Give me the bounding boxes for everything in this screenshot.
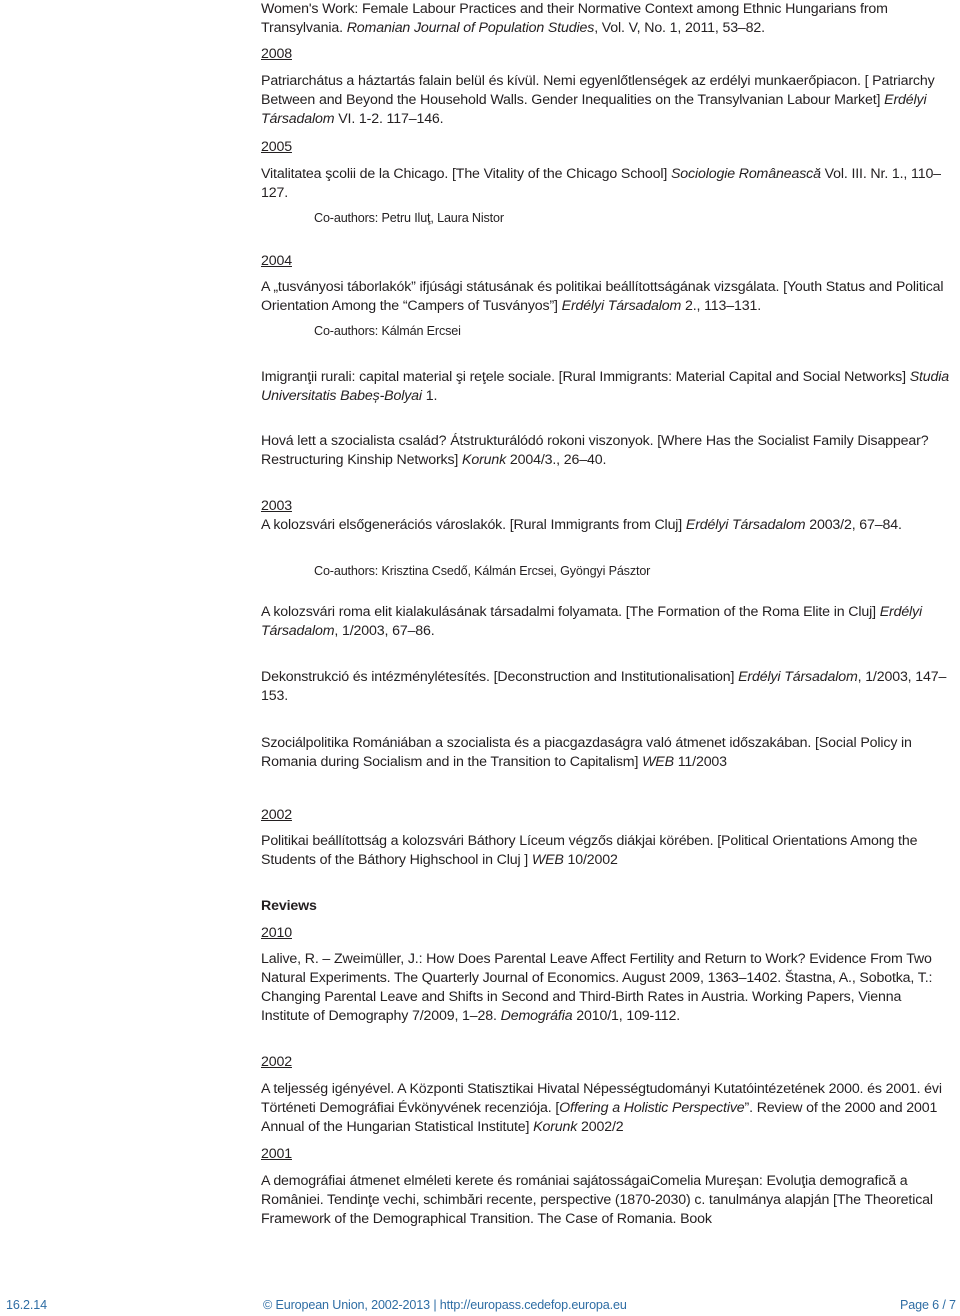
review-parental-leave: Lalive, R. – Zweimüller, J.: How Does Parental Leave Affect Fertility and Return to Work? Evidence From Two Natural Experiments. The Quarterly Journal of Economics. August 2009, 1363–1402. Štastna, A., Sobotka, T.: Changing Parental Leave and Shifts in Second and Third-Birth Rates in Austria. Working Papers, Vienna Institute of Demography 7/2009, 1–28. Demográfia 2010/1, 109-112. — [261, 951, 933, 1024]
entry-womens-work: Women's Work: Female Labour Practices and their Normative Context among Ethnic Hungarians from Transylvania. Romanian Journal of Population Studies, Vol. V, No. 1, 2011, 53–82. — [261, 1, 888, 36]
year-2002: 2002 — [261, 807, 292, 823]
footer-date: 16.2.14 — [6, 1298, 47, 1312]
footer-copyright-link[interactable]: © European Union, 2002-2013 | http://europass.cedefop.europa.eu — [263, 1298, 627, 1312]
review-teljesseg: A teljesség igényével. A Központi Statisztikai Hivatal Népességtudományi Kutatóintézetének 2000. és 2001. évi Történeti Demográfiai Évkönyvének recenziója. [Offering a Holistic Perspective”. Review of the 2000 and 2001 Annual of the Hungarian Statistical Institute] Korunk 2002/2 — [261, 1081, 942, 1135]
entry-szocialpolitika: Szociálpolitika Romániában a szocialista és a piacgazdaságra való átmenet időszakában. [Social Policy in Romania during Socialism and in the Transition to Capitalism] WEB 11/2003 — [261, 735, 912, 770]
reviews-heading: Reviews — [261, 898, 317, 914]
entry-tusvanyos: A „tusványosi táborlakók” ifjúsági státusának és politikai beállítottságának vizsgálata. [Youth Status and Political Orientation Among the “Campers of Tusványos”] Erdélyi Társadalom 2., 113–131. — [261, 279, 944, 314]
year-2008: 2008 — [261, 46, 292, 62]
reviews-year-2010: 2010 — [261, 925, 292, 941]
entry-vitalitatea: Vitalitatea şcolii de la Chicago. [The Vitality of the Chicago School] Sociologie Românească Vol. III. Nr. 1., 110–127. — [261, 166, 941, 201]
entry-politikai-beallitottsag: Politikai beállítottság a kolozsvári Báthory Líceum végzős diákjai körében. [Political Orientations Among the Students of the Báthory Highschool in Cluj ] WEB 10/2002 — [261, 833, 918, 868]
year-2005: 2005 — [261, 139, 292, 155]
coauthors-2005: Co-authors: Petru Iluţ, Laura Nistor — [314, 211, 504, 225]
entry-imigrantii: Imigranţii rurali: capital material şi reţele sociale. [Rural Immigrants: Material Capital and Social Networks] Studia Universitatis Babeș-Bolyai 1. — [261, 369, 950, 404]
entry-patriarchatus: Patriarchátus a háztartás falain belül és kívül. Nemi egyenlőtlenségek az erdélyi munkaerőpiacon. [ Patriarchy Between and Beyond the Household Walls. Gender Inequalities on the Transylvanian Labour Market] Erdélyi Társadalom VI. 1-2. 117–146. — [261, 73, 935, 127]
year-2004: 2004 — [261, 253, 292, 269]
entry-dekonstrukcio: Dekonstrukció és intézménylétesítés. [Deconstruction and Institutionalisation] Erdélyi Társadalom, 1/2003, 147–153. — [261, 669, 947, 704]
reviews-year-2001: 2001 — [261, 1146, 292, 1162]
reviews-year-2002: 2002 — [261, 1054, 292, 1070]
coauthors-2004: Co-authors: Kálmán Ercsei — [314, 324, 461, 338]
coauthors-2003: Co-authors: Krisztina Csedő, Kálmán Ercsei, Gyöngyi Pásztor — [314, 564, 651, 578]
year-2003: 2003 — [261, 498, 292, 514]
footer-page-number: Page 6 / 7 — [900, 1298, 956, 1312]
entry-roma-elit: A kolozsvári roma elit kialakulásának társadalmi folyamata. [The Formation of the Roma Elite in Cluj] Erdélyi Társadalom, 1/2003, 67–86. — [261, 604, 923, 639]
page-footer — [0, 1296, 960, 1316]
entry-hova-lett: Hová lett a szocialista család? Átstrukturálódó rokoni viszonyok. [Where Has the Socialist Family Disappear? Restructuring Kinship Networks] Korunk 2004/3., 26–40. — [261, 433, 929, 468]
entry-kolozsvari-elsogeneracios: A kolozsvári elsőgenerációs városlakók. [Rural Immigrants from Cluj] Erdélyi Társadalom 2003/2, 67–84. — [261, 517, 902, 533]
review-demografiai-atmenet: A demográfiai átmenet elméleti kerete és romániai sajátosságaiComelia Mureşan: Evoluţia demografică a României. Tendinţe vechi, schimbări recente, perspective (1870-2030) c. tanulmánya alapján [The Theoretical Framework of the Demographical Transition. The Case of Romania. Book — [261, 1173, 933, 1227]
